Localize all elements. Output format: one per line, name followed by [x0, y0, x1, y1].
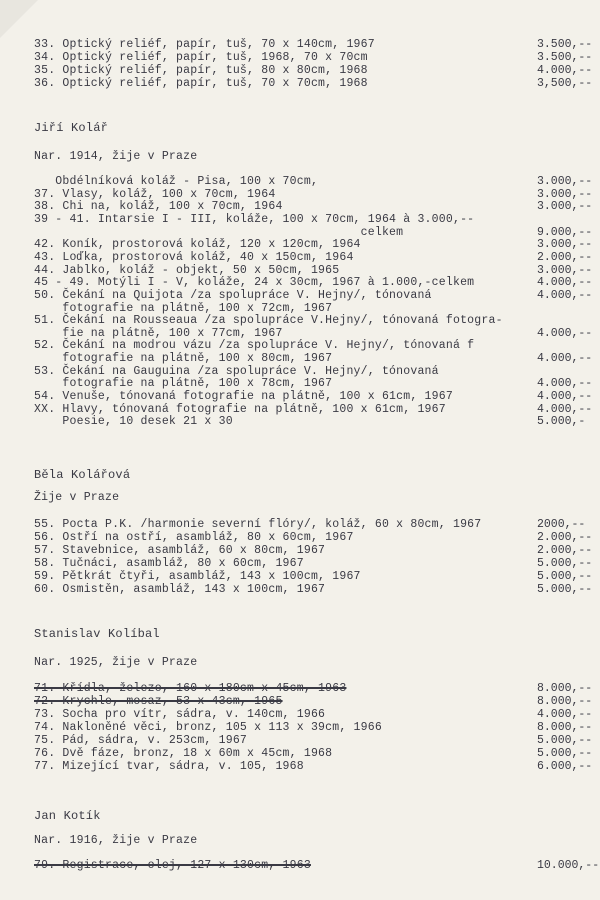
artist-bio: Nar. 1916, žije v Praze: [34, 834, 198, 847]
artist-name: Jiří Kolář: [34, 121, 109, 135]
item-price: 3.500,--: [537, 51, 593, 64]
item-price: 2.000,--: [537, 544, 593, 557]
item-text: fotografie na plátně, 100 x 78cm, 1967: [34, 377, 333, 391]
item-text: 36. Optický reliéf, papír, tuš, 70 x 70cm, 1968: [34, 77, 368, 90]
item-price: 4.000,--: [537, 390, 593, 404]
item-text: 75. Pád, sádra, v. 253cm, 1967: [34, 734, 248, 747]
item-text: 72. Krychle, mosaz, 53 x 43cm, 1965: [34, 695, 283, 708]
item-text: 38. Chi na, koláž, 100 x 70cm, 1964: [34, 200, 283, 214]
item-price: 4.000,--: [537, 402, 593, 416]
item-price: 3.000,--: [537, 175, 593, 188]
item-text: 73. Socha pro vítr, sádra, v. 140cm, 1966: [34, 708, 326, 721]
item-text: 52. Čekání na modrou vázu /za spolupráce V. Hejny/, tónovaná f: [34, 339, 475, 353]
item-text: 37. Vlasy, koláž, 100 x 70cm, 1964: [34, 187, 276, 201]
item-price: 3.000,--: [537, 200, 593, 214]
item-price: 5.000,--: [537, 583, 593, 596]
item-price: 9.000,--: [537, 225, 593, 239]
artist-name: Jan Kotík: [34, 809, 101, 823]
item-price: 4.000,--: [537, 326, 593, 340]
item-price: 4.000,--: [537, 276, 593, 290]
artist-bio: Nar. 1914, žije v Praze: [34, 150, 198, 163]
item-price: 4.000,--: [537, 708, 593, 721]
item-price: 2000,--: [537, 518, 586, 531]
item-text: 74. Nakloněné věci, bronz, 105 x 113 x 39cm, 1966: [34, 721, 382, 734]
item-price: 5.000,--: [537, 570, 593, 583]
item-text: 51. Čekání na Rousseaua /za spolupráce V.Hejny/, tónovaná fotogra-: [34, 314, 503, 328]
item-text: 56. Ostří na ostří, asambláž, 80 x 60cm, 1967: [34, 531, 354, 544]
item-text: 50. Čekání na Quijota /za spolupráce V. Hejny/, tónovaná: [34, 288, 432, 302]
item-text: 55. Pocta P.K. /harmonie severní flóry/, koláž, 60 x 80cm, 1967: [34, 518, 482, 531]
artist-name: Běla Kolářová: [34, 468, 131, 482]
item-text: celkem: [34, 225, 404, 239]
item-price: 3.000,--: [537, 263, 593, 277]
item-text: 60. Osmistěn, asambláž, 143 x 100cm, 1967: [34, 583, 326, 596]
item-price: 4.000,--: [537, 64, 593, 77]
item-text: 79. Registrace, olej, 127 x 130cm, 1963: [34, 859, 311, 872]
item-text: 34. Optický reliéf, papír, tuš, 1968, 70 x 70cm: [34, 51, 368, 64]
item-price: 5.000,-: [537, 415, 586, 429]
item-text: 58. Tučnáci, asambláž, 80 x 60cm, 1967: [34, 557, 304, 570]
item-price: 6.000,--: [537, 760, 593, 773]
artist-bio: Žije v Praze: [34, 491, 120, 504]
item-text: 53. Čekání na Gauguina /za spolupráce V. Hejny/, tónovaná: [34, 364, 439, 378]
item-text: Poesie, 10 desek 21 x 30: [34, 415, 233, 429]
item-price: 8.000,--: [537, 682, 593, 695]
item-price: 3.000,--: [537, 238, 593, 252]
item-price: 5.000,--: [537, 557, 593, 570]
item-price: 4.000,--: [537, 377, 593, 391]
item-price: 2.000,--: [537, 531, 593, 544]
item-text: 45 - 49. Motýli I - V, koláže, 24 x 30cm, 1967 à 1.000,-celkem: [34, 276, 475, 290]
item-text: 42. Koník, prostorová koláž, 120 x 120cm, 1964: [34, 238, 361, 252]
item-text: Obdélníková koláž - Pisa, 100 x 70cm,: [34, 175, 319, 188]
item-price: 3,500,--: [537, 77, 593, 90]
item-text: 39 - 41. Intarsie I - III, koláže, 100 x 70cm, 1964 à 3.000,--: [34, 212, 475, 226]
item-price: 5.000,--: [537, 734, 593, 747]
item-text: 54. Venuše, tónovaná fotografie na plátně, 100 x 61cm, 1967: [34, 390, 453, 404]
item-text: 43. Loďka, prostorová koláž, 40 x 150cm, 1964: [34, 250, 354, 264]
item-price: 10.000,--: [537, 859, 600, 872]
item-text: 59. Pětkrát čtyři, asambláž, 143 x 100cm, 1967: [34, 570, 361, 583]
item-text: 35. Optický reliéf, papír, tuš, 80 x 80cm, 1968: [34, 64, 368, 77]
item-price: 8.000,--: [537, 721, 593, 734]
item-text: 44. Jablko, koláž - objekt, 50 x 50cm, 1965: [34, 263, 340, 277]
artist-bio: Nar. 1925, žije v Praze: [34, 656, 198, 669]
item-text: fotografie na plátně, 100 x 72cm, 1967: [34, 301, 333, 315]
item-text: 33. Optický reliéf, papír, tuš, 70 x 140cm, 1967: [34, 38, 375, 51]
item-price: 3.500,--: [537, 38, 593, 51]
item-price: 4.000,--: [537, 352, 593, 366]
item-text: 77. Mizející tvar, sádra, v. 105, 1968: [34, 760, 304, 773]
item-price: 8.000,--: [537, 695, 593, 708]
item-text: 76. Dvě fáze, bronz, 18 x 60m x 45cm, 1968: [34, 747, 333, 760]
folded-corner: [0, 0, 38, 38]
item-text: XX. Hlavy, tónovaná fotografie na plátně, 100 x 61cm, 1967: [34, 402, 446, 416]
item-price: 5.000,--: [537, 747, 593, 760]
item-price: 4.000,--: [537, 288, 593, 302]
artist-name: Stanislav Kolíbal: [34, 627, 160, 641]
item-text: 57. Stavebnice, asambláž, 60 x 80cm, 1967: [34, 544, 326, 557]
item-price: 3.000,--: [537, 187, 593, 201]
item-text: fie na plátně, 100 x 77cm, 1967: [34, 326, 283, 340]
item-price: 2.000,--: [537, 250, 593, 264]
item-text: 71. Křídla, železo, 160 x 180cm x 45cm, 1963: [34, 682, 347, 695]
item-text: fotografie na plátně, 100 x 80cm, 1967: [34, 352, 333, 366]
